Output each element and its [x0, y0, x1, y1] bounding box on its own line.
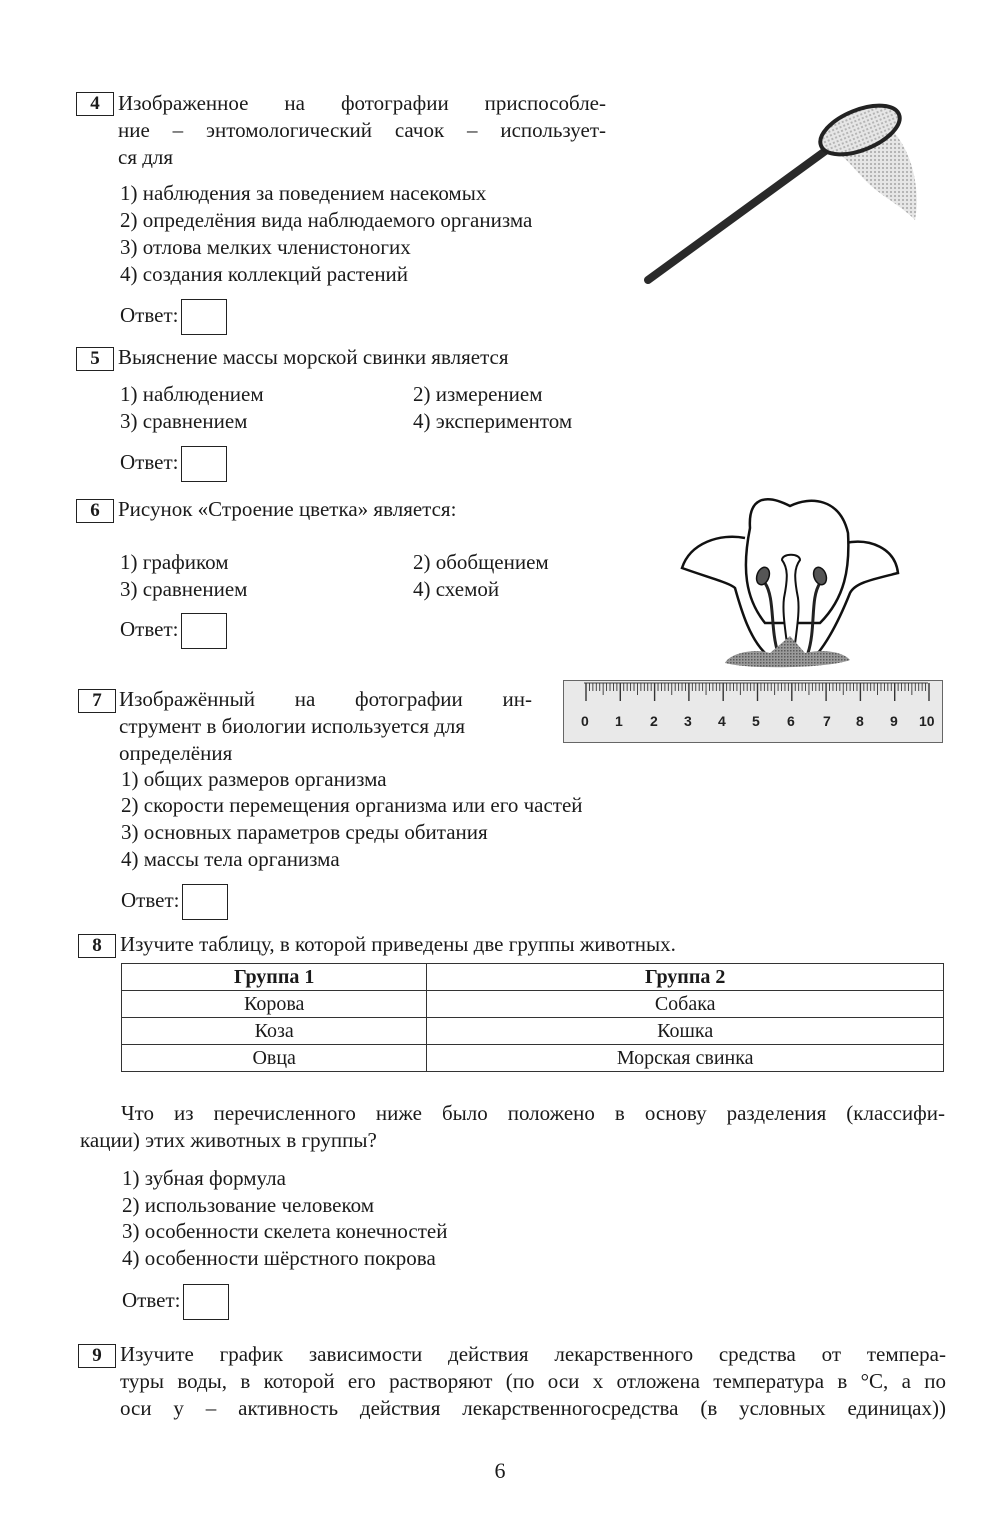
question-6-option-1: 1) графиком	[120, 550, 229, 574]
question-8-option-1: 1) зубная формула	[122, 1166, 286, 1190]
question-4-text-line-1: Изображенное на фотографии приспособле-	[118, 91, 606, 115]
question-7-text-line-3: определёния	[119, 741, 233, 765]
question-8-followup-line-1: Что из перечисленного ниже было положено в основу разделения (классифи-	[121, 1101, 945, 1125]
question-4-option-1: 1) наблюдения за поведением насекомых	[120, 181, 487, 205]
ruler-label-3: 3	[684, 713, 692, 729]
question-6-option-3: 3) сравнением	[120, 577, 248, 601]
question-number-7: 7	[78, 689, 116, 713]
question-7-text-line-2: струмент в биологии используется для	[119, 714, 466, 738]
question-7-option-2: 2) скорости перемещения организма или его частей	[121, 793, 583, 817]
question-6-answer-box[interactable]	[181, 613, 227, 649]
table-cell: Корова	[122, 991, 427, 1018]
ruler-label-2: 2	[650, 713, 658, 729]
question-5-option-3: 3) сравнением	[120, 409, 248, 433]
question-7-option-4: 4) массы тела организма	[121, 847, 340, 871]
question-6-option-2: 2) обобщением	[413, 550, 549, 574]
question-4-option-4: 4) создания коллекций растений	[120, 262, 409, 286]
question-number-4: 4	[76, 92, 114, 116]
answer-label: Ответ:	[120, 303, 179, 327]
butterfly-net-icon	[630, 95, 930, 295]
question-5-option-2: 2) измерением	[413, 382, 543, 406]
question-8-option-4: 4) особенности шёрстного покрова	[122, 1246, 436, 1270]
question-5-option-1: 1) наблюдением	[120, 382, 264, 406]
table-row	[122, 991, 944, 1018]
ruler-label-4: 4	[718, 713, 726, 729]
ruler-label-8: 8	[856, 713, 864, 729]
question-4-text-line-3: ся для	[118, 145, 174, 169]
question-7-text-line-1: Изображённый на фотографии ин-	[119, 687, 532, 711]
question-7-answer	[121, 883, 228, 920]
question-8-answer	[122, 1283, 229, 1320]
ruler-label-6: 6	[787, 713, 795, 729]
table-header: Группа 1	[122, 964, 427, 991]
flower-structure-icon	[670, 488, 900, 668]
question-8-option-2: 2) использование человеком	[122, 1193, 374, 1217]
question-7-answer-box[interactable]	[182, 884, 228, 920]
ruler-label-9: 9	[890, 713, 898, 729]
question-number-9: 9	[78, 1344, 116, 1368]
question-7-option-3: 3) основных параметров среды обитания	[121, 820, 488, 844]
question-8-option-3: 3) особенности скелета конечностей	[122, 1219, 448, 1243]
ruler-label-7: 7	[823, 713, 831, 729]
answer-label: Ответ:	[122, 1288, 181, 1312]
ruler-icon	[563, 680, 943, 743]
question-9-text-line-2: туры воды, в которой его растворяют (по оси x отложена температура в °С, а по	[120, 1369, 946, 1393]
table-cell: Кошка	[427, 1018, 944, 1045]
question-8-text: Изучите таблицу, в которой приведены две группы животных.	[120, 932, 676, 956]
question-7-option-1: 1) общих размеров организма	[121, 767, 387, 791]
question-6-text: Рисунок «Строение цветка» является:	[118, 497, 457, 521]
table-cell: Коза	[122, 1018, 427, 1045]
question-number-5: 5	[76, 347, 114, 371]
question-4-answer-box[interactable]	[181, 299, 227, 335]
page-number: 6	[494, 1458, 506, 1483]
question-4-answer	[120, 298, 227, 335]
question-8-followup-line-2: кации) этих животных в группы?	[80, 1128, 377, 1152]
question-5-text: Выяснение массы морской свинки является	[118, 345, 509, 369]
table-header-row	[122, 964, 944, 991]
question-8-answer-box[interactable]	[183, 1284, 229, 1320]
ruler-label-1: 1	[615, 713, 623, 729]
table-row	[122, 1018, 944, 1045]
animal-groups-table	[121, 963, 944, 1072]
table-cell: Овца	[122, 1045, 427, 1072]
ruler-label-5: 5	[752, 713, 760, 729]
question-9-text-line-1: Изучите график зависимости действия лекарственного средства от темпера-	[120, 1342, 946, 1366]
table-cell: Собака	[427, 991, 944, 1018]
answer-label: Ответ:	[121, 888, 180, 912]
question-9-text-line-3: оси y – активность действия лекарственногосредства (в условных единицах))	[120, 1396, 946, 1420]
question-5-option-4: 4) экспериментом	[413, 409, 573, 433]
question-5-answer-box[interactable]	[181, 446, 227, 482]
question-4-text-line-2: ние – энтомологический сачок – использует-	[118, 118, 606, 142]
answer-label: Ответ:	[120, 617, 179, 641]
table-cell: Морская свинка	[427, 1045, 944, 1072]
question-6-answer	[120, 612, 227, 649]
ruler-label-10: 10	[919, 713, 935, 729]
question-4-option-3: 3) отлова мелких членистоногих	[120, 235, 411, 259]
answer-label: Ответ:	[120, 450, 179, 474]
question-number-6: 6	[76, 499, 114, 523]
question-5-answer	[120, 445, 227, 482]
question-4-option-2: 2) определёния вида наблюдаемого организма	[120, 208, 533, 232]
table-header: Группа 2	[427, 964, 944, 991]
ruler-label-0: 0	[581, 713, 589, 729]
table-row	[122, 1045, 944, 1072]
question-number-8: 8	[78, 934, 116, 958]
question-6-option-4: 4) схемой	[413, 577, 500, 601]
